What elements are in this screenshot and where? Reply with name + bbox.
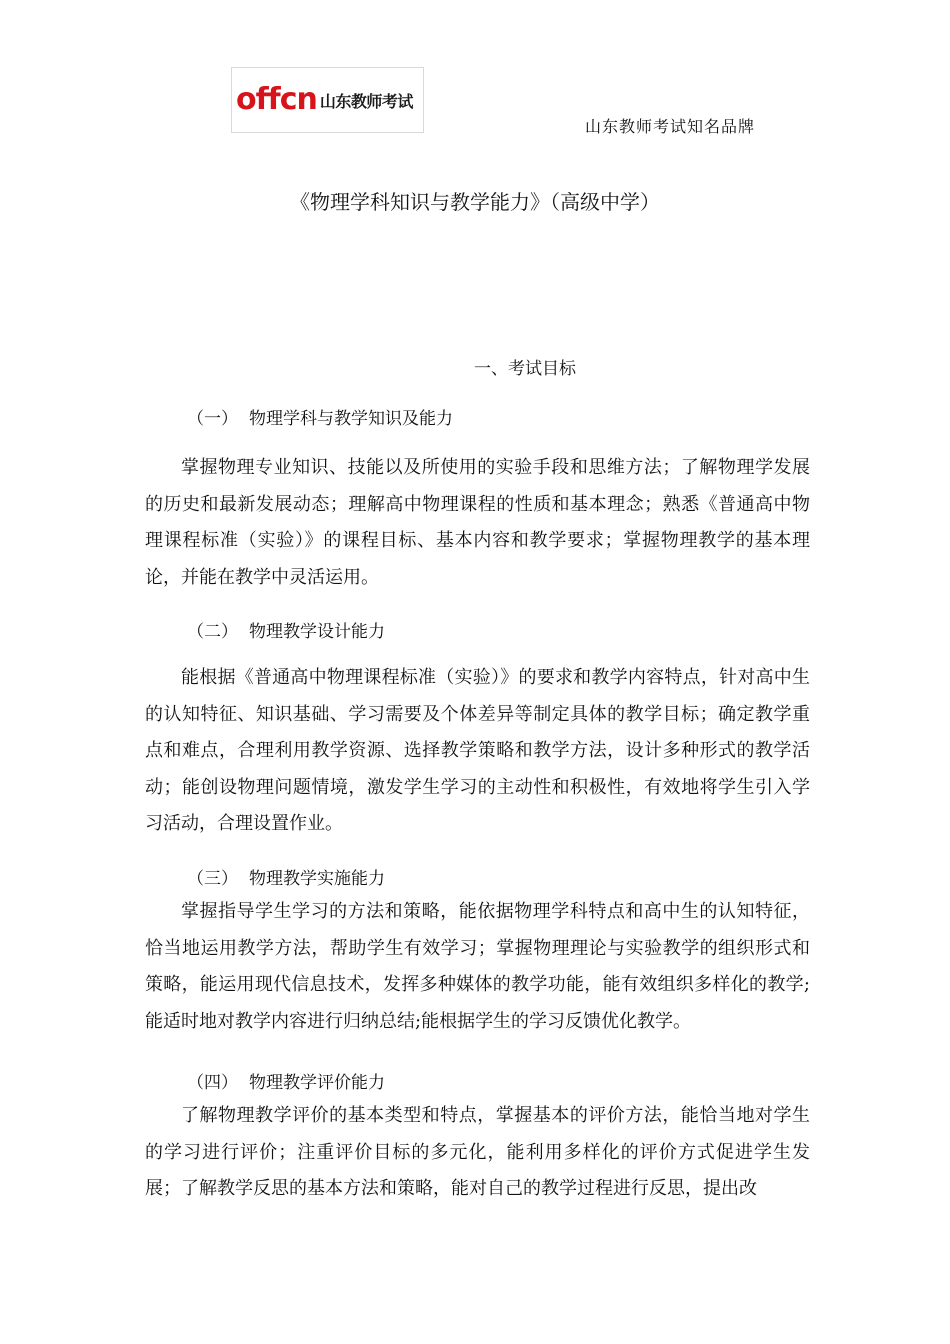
document-title: 《物理学科知识与教学能力》（高级中学）: [290, 190, 660, 214]
subsection-title: 物理教学设计能力: [249, 622, 385, 642]
subsection-heading-3: [187, 864, 385, 889]
subsection-title: 物理学科与教学知识及能力: [249, 409, 453, 429]
subsection-title: 物理教学实施能力: [249, 869, 385, 889]
logo-text: 山东教师考试: [319, 91, 413, 111]
logo-brand: offcn: [236, 82, 317, 117]
subsection-paragraph-2: 能根据《普通高中物理课程标准（实验）》的要求和教学内容特点，针对高中生的认知特征、知识基础、学习需要及个体差异等制定具体的教学目标；确定教学重点和难点，合理利用教学资源、选择教学策略和教学方法，设计多种形式的教学活动；能创设物理问题情境，激发学生学习的主动性和积极性，有效地将学生引入学习活动，合理设置作业。: [145, 667, 810, 834]
subsection-number: （二）: [187, 622, 238, 642]
subsection-number: （三）: [187, 869, 238, 889]
subsection-paragraph-4: 了解物理教学评价的基本类型和特点，掌握基本的评价方法，能恰当地对学生的学习进行评价；注重评价目标的多元化，能利用多样化的评价方式促进学生发展；了解教学反思的基本方法和策略，能对自己的教学过程进行反思，提出改: [145, 1105, 810, 1199]
subsection-paragraph-3: 掌握指导学生学习的方法和策略，能依据物理学科特点和高中生的认知特征，恰当地运用教学方法，帮助学生有效学习；掌握物理理论与实验教学的组织形式和策略，能运用现代信息技术，发挥多种媒体的教学功能，能有效组织多样化的教学;能适时地对教学内容进行归纳总结;能根据学生的学习反馈优化教学。: [145, 901, 810, 1032]
subsection-paragraph-1: 掌握物理专业知识、技能以及所使用的实验手段和思维方法；了解物理学发展的历史和最新发展动态；理解高中物理课程的性质和基本理念；熟悉《普通高中物理课程标准（实验）》的课程目标、基本内容和教学要求；掌握物理教学的基本理论，并能在教学中灵活运用。: [145, 457, 810, 588]
subsection-heading-1: [187, 404, 453, 429]
subsection-number: （一）: [187, 409, 238, 429]
subsection-number: （四）: [187, 1073, 238, 1093]
subsection-heading-2: [187, 617, 385, 642]
offcn-logo: [231, 67, 424, 133]
header-slogan: 山东教师考试知名品牌: [585, 117, 756, 136]
section-heading: 一、考试目标: [474, 359, 576, 379]
subsection-heading-4: [187, 1068, 385, 1093]
subsection-title: 物理教学评价能力: [249, 1073, 385, 1093]
